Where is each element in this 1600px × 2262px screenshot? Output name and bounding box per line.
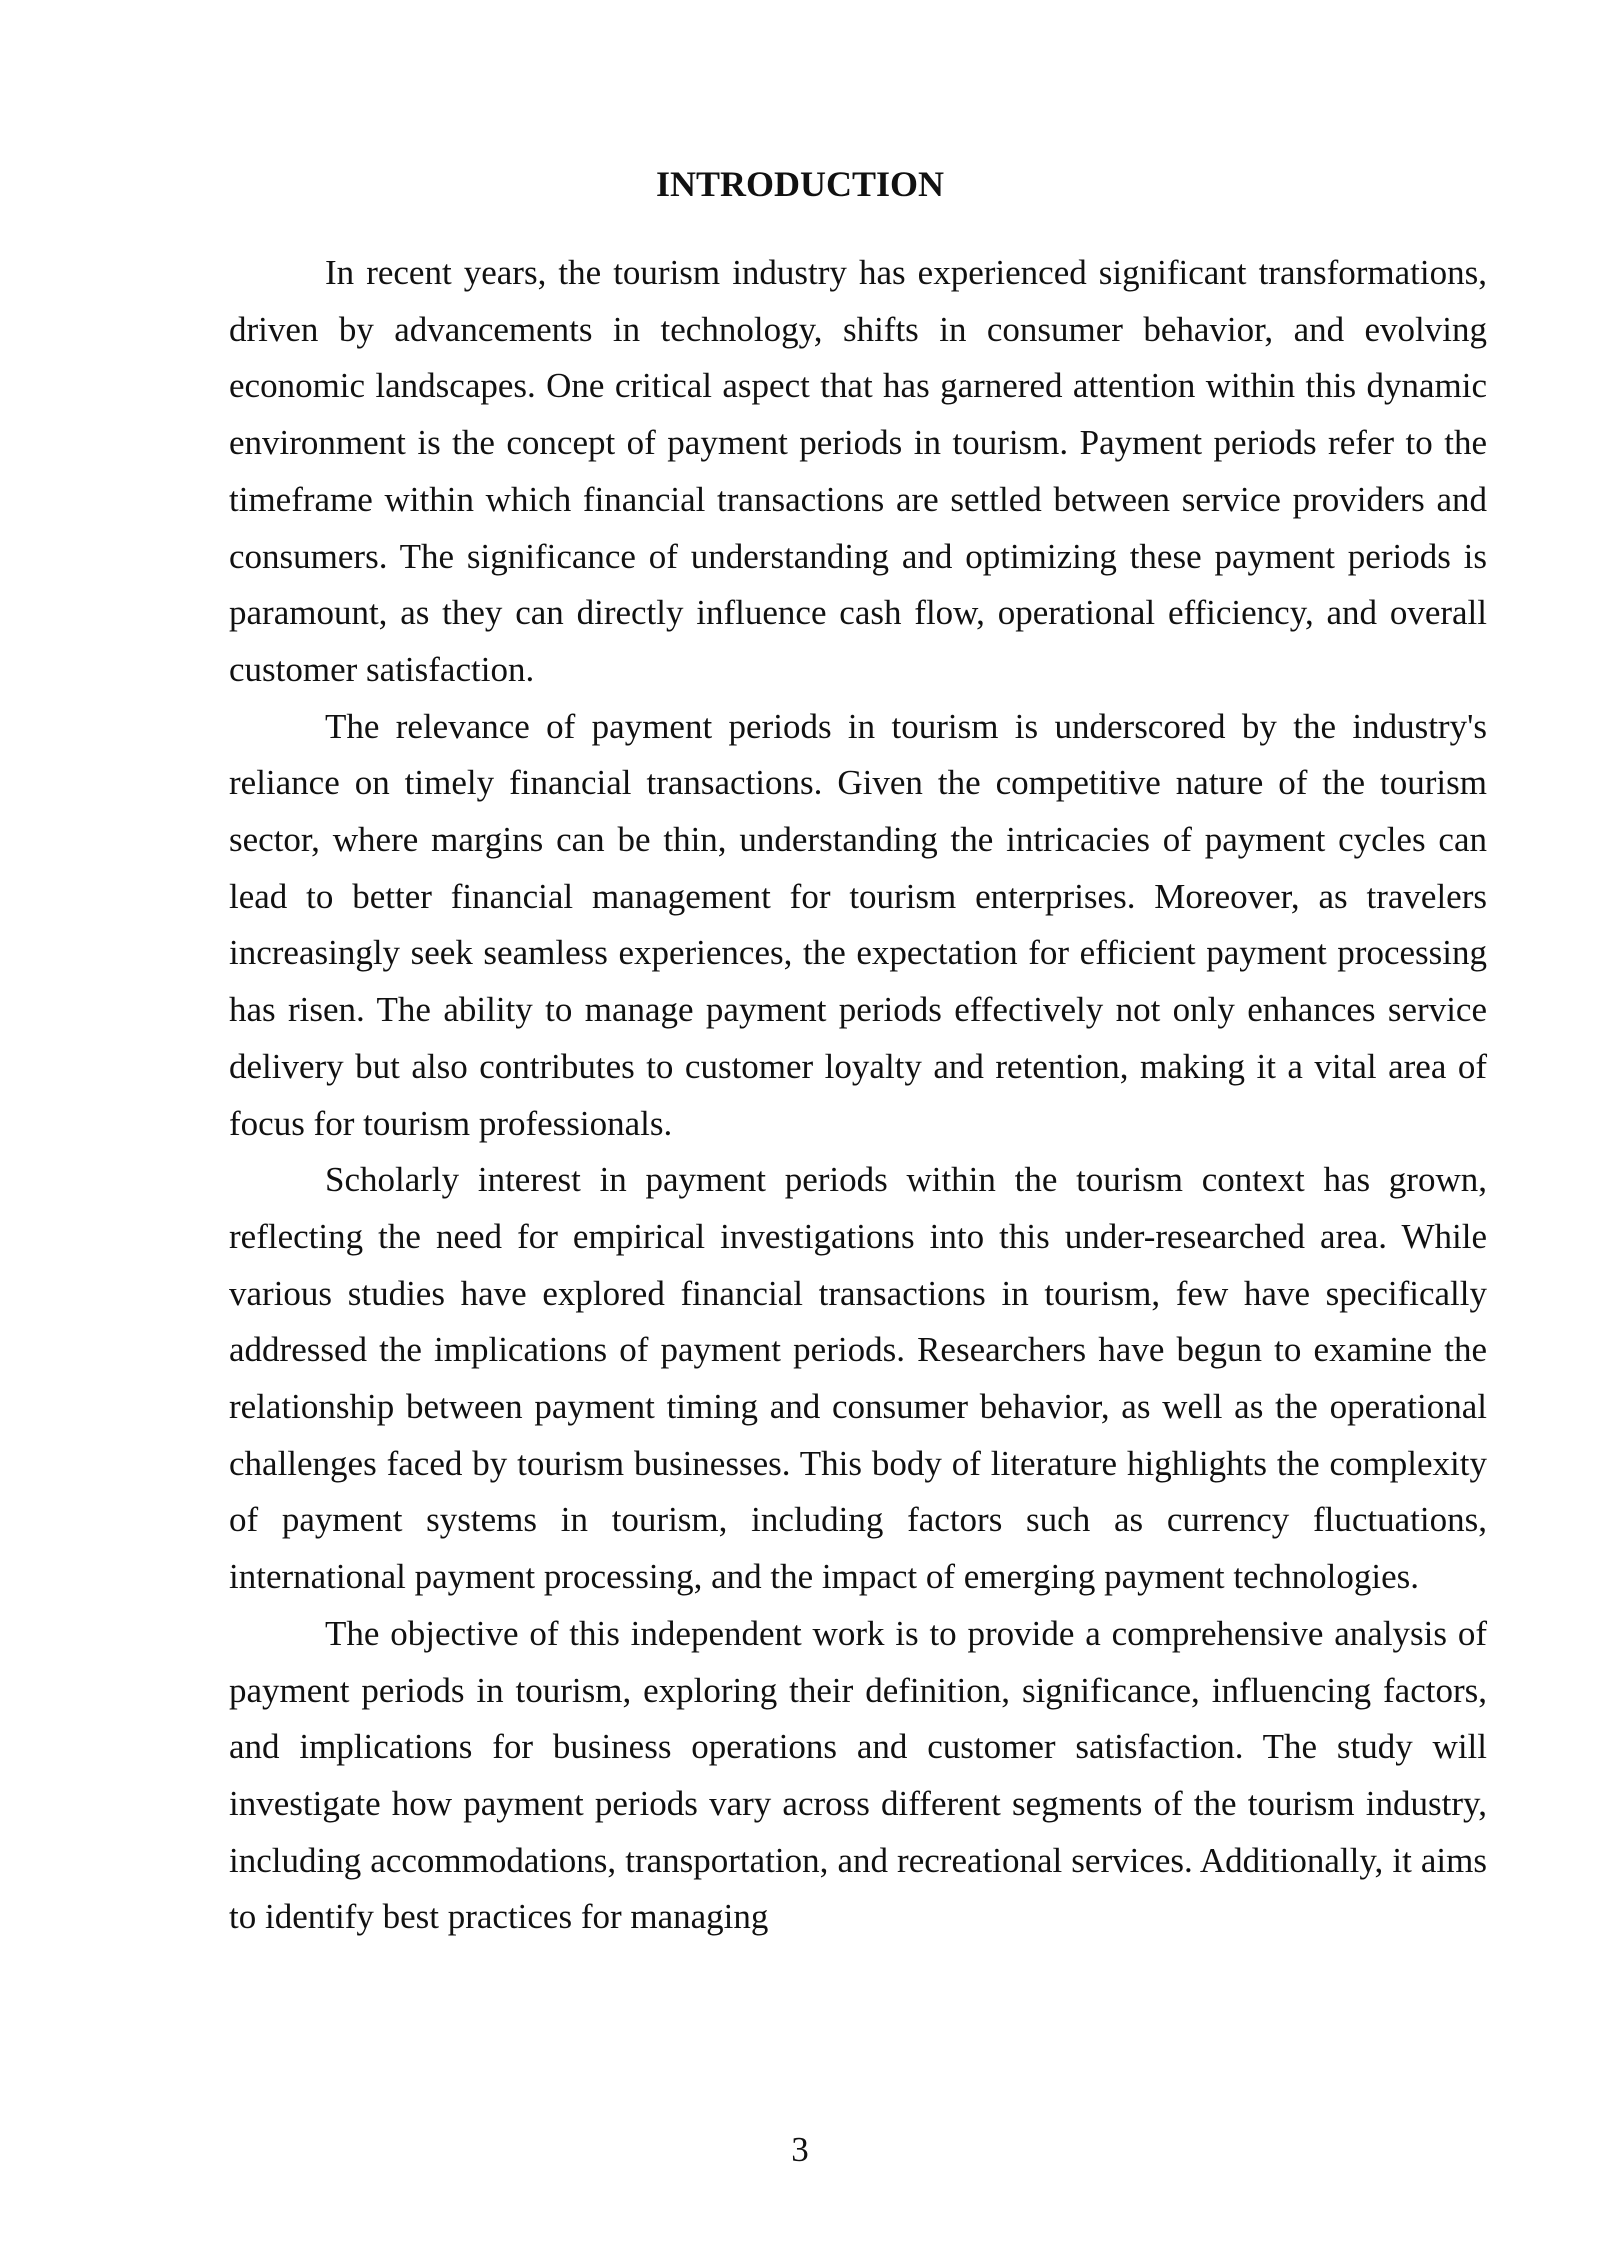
paragraph: In recent years, the tourism industry has experienced significant transformations, driven by advancements in technology, shifts in consumer behavior, and evolving economic landscapes. One critical aspect that has garnered attention within this dynamic environment is the concept of payment periods in tourism. Payment periods refer to the timeframe within which financial transactions are settled between service providers and consumers. The significance of understanding and optimizing these payment periods is paramount, as they can directly influence cash flow, operational efficiency, and overall customer satisfaction. — [229, 253, 1487, 689]
body-text — [229, 245, 1487, 1946]
paragraph: Scholarly interest in payment periods within the tourism context has grown, reflecting the need for empirical investigations into this under-researched area. While various studies have explored financial transactions in tourism, few have specifically addressed the implications of payment periods. Researchers have begun to examine the relationship between payment timing and consumer behavior, as well as the operational challenges faced by tourism businesses. This body of literature highlights the complexity of payment systems in tourism, including factors such as currency fluctuations, international payment processing, and the impact of emerging payment technologies. — [229, 1160, 1487, 1597]
page-number: 3 — [791, 2130, 809, 2169]
paragraph: The objective of this independent work is to provide a comprehensive analysis of payment periods in tourism, exploring their definition, significance, influencing factors, and implications for business operations and customer satisfaction. The study will investigate how payment periods vary across different segments of the tourism industry, including accommodations, transportation, and recreational services. Additionally, it aims to identify best practices for managing — [229, 1613, 1487, 1937]
page-title: INTRODUCTION — [655, 164, 945, 204]
paragraph: The relevance of payment periods in tourism is underscored by the industry's reliance on timely financial transactions. Given the competitive nature of the tourism sector, where margins can be thin, understanding the intricacies of payment cycles can lead to better financial management for tourism enterprises. Moreover, as travelers increasingly seek seamless experiences, the expectation for efficient payment processing has risen. The ability to manage payment periods effectively not only enhances service delivery but also contributes to customer loyalty and retention, making it a vital area of focus for tourism professionals. — [229, 706, 1487, 1143]
